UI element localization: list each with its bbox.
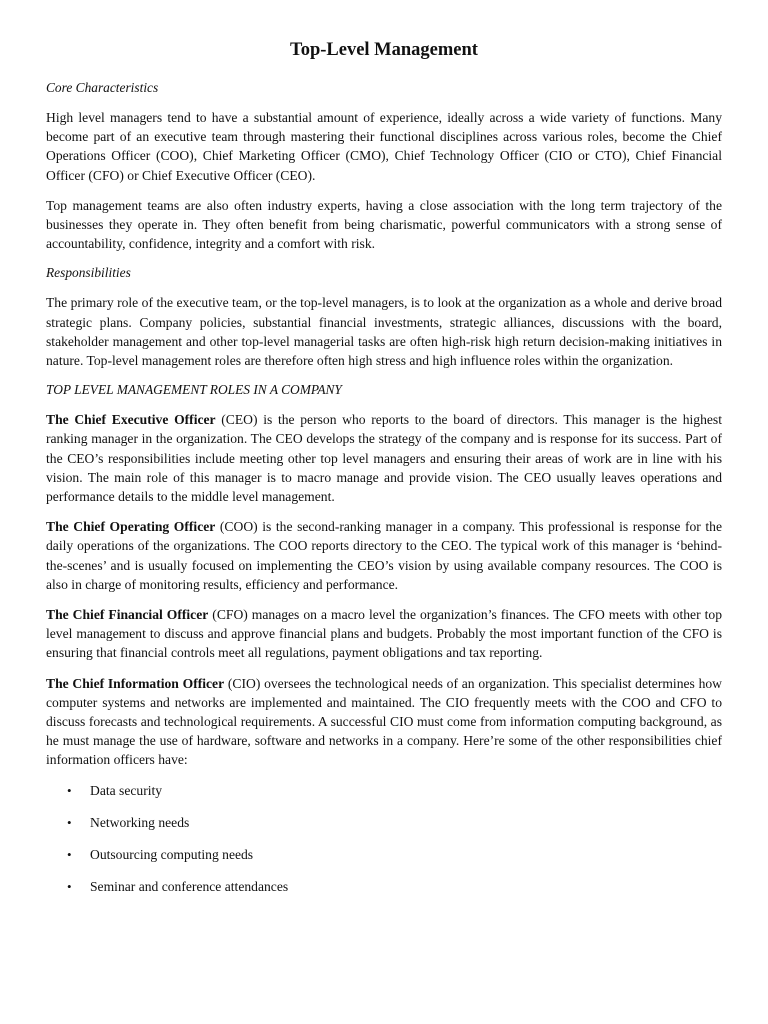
paragraph-cfo xyxy=(46,605,722,663)
list-item xyxy=(46,781,722,800)
list-item xyxy=(46,877,722,896)
list-item xyxy=(46,813,722,832)
role-text-cfo: (CFO) manages on a macro level the organization’s finances. The CFO meets with other top level management to discuss and approve financial plans and budgets. Probably the most important function of the CFO is ensuring that financial controls meet all regulations, payment obligations and tax reporting. xyxy=(46,607,722,661)
page-title: Top-Level Management xyxy=(290,40,478,60)
list-item-text: Outsourcing computing needs xyxy=(90,846,254,862)
section-heading-core-characteristics: Core Characteristics xyxy=(46,80,159,95)
role-text-cio: (CIO) oversees the technological needs of an organization. This specialist determines how computer systems and networks are implemented and maintained. The CIO frequently meets with the COO and CFO to discuss forecasts and technological requirements. A successful CIO must come from information computing background, as he must manage the use of hardware, software and networks in a company. Here’re some of the other responsibilities chief information officers have: xyxy=(46,675,722,768)
paragraph-cio xyxy=(46,674,722,770)
bullet-icon: • xyxy=(67,878,72,894)
section-heading-roles: TOP LEVEL MANAGEMENT ROLES IN A COMPANY xyxy=(46,382,342,398)
bullet-icon: • xyxy=(67,846,72,862)
bullet-icon: • xyxy=(67,814,72,830)
paragraph-core-2: Top management teams are also often industry experts, having a close association with the long term trajectory of the businesses they operate in. They often benefit from being charismatic, powerful communicators with a strong sense of accountability, confidence, integrity and a comfort with risk. xyxy=(46,197,722,252)
list-item-text: Seminar and conference attendances xyxy=(90,878,289,894)
list-item xyxy=(46,845,722,864)
cio-responsibilities-list xyxy=(46,781,722,896)
paragraph-ceo xyxy=(46,410,722,506)
paragraph-coo xyxy=(46,517,722,594)
paragraph-core-1: High level managers tend to have a substantial amount of experience, ideally across a wide variety of functions. Many become part of an executive team through mastering their functional disciplines across various roles, become the Chief Operations Officer (COO), Chief Marketing Officer (CMO), Chief Technology Officer (CIO or CTO), Chief Financial Officer (CFO) or Chief Executive Officer (CEO). xyxy=(46,110,722,183)
role-text-ceo: (CEO) is the person who reports to the board of directors. This manager is the highest ranking manager in the organization. The CEO develops the strategy of the company and is response for its success. Part of the CEO’s responsibilities include meeting other top level managers and ensuring their areas of work are in line with his vision. The main role of this manager is to macro manage and provide vision. The CEO usually leaves operations and performance details to the middle level management. xyxy=(46,412,722,505)
list-item-text: Data security xyxy=(90,782,163,798)
section-heading-responsibilities: Responsibilities xyxy=(46,265,131,281)
role-title-ceo: The Chief Executive Officer xyxy=(46,412,216,428)
bullet-icon: • xyxy=(67,782,72,798)
role-text-coo: (COO) is the second-ranking manager in a company. This professional is response for the daily operations of the organizations. The COO reports directory to the CEO. The typical work of this manager is ‘behind-the-scenes’ and is usually focused on implementing the CEO’s vision by using available company resources. The COO is also in charge of monitoring results, efficiency and performance. xyxy=(46,519,722,592)
role-title-cio: The Chief Information Officer xyxy=(46,675,225,691)
role-title-coo: The Chief Operating Officer xyxy=(46,519,216,535)
paragraph-responsibilities: The primary role of the executive team, or the top-level managers, is to look at the organization as a whole and derive broad strategic plans. Company policies, substantial financial investments, strategic alliances, discussions with the board, stakeholder management and other top-level managerial tasks are often high-risk high return decision-making initiatives in nature. Top-level management roles are therefore often high stress and high influence roles within the organization. xyxy=(46,295,722,369)
role-title-cfo: The Chief Financial Officer xyxy=(46,607,209,623)
list-item-text: Networking needs xyxy=(90,814,190,830)
